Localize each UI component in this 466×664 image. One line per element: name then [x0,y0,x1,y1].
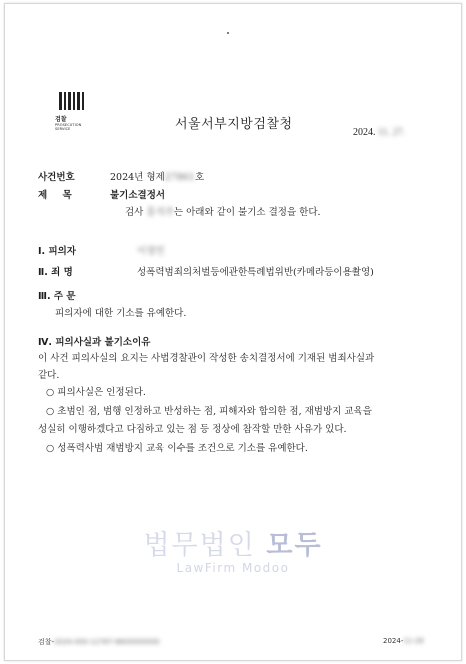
case-number-redacted: 27861 [164,172,195,183]
charge-label: Ⅱ. 죄 명 [38,267,73,278]
logo-bars-icon [59,92,91,110]
document-date: 2024. 11. 27. [353,127,406,138]
scan-dot [227,32,229,34]
title-label: 제 목 [38,190,78,201]
reason-bullet-3: ○ 성폭력사범 재범방지 교육 이수를 조건으로 기소를 유예한다. [46,443,308,454]
watermark-english: LawFirm Modoo [176,561,290,575]
reason-bullet-2: ○ 초범인 점, 범행 인정하고 반성하는 점, 피해자와 합의한 점, 재범방지 교육을 [46,406,372,417]
watermark-korean: 법무법인 모두 [143,530,323,561]
prosecutor-name-redacted: 홍석주 [146,207,174,218]
case-number-value: 2024년 형제27861호 [110,172,205,183]
intro-sentence: 검사 홍석주는 아래와 같이 불기소 결정을 한다. [125,207,321,218]
reasons-paragraph: 이 사건 피의사실의 요지는 사법경찰관이 작성한 송치결정서에 기재된 범죄사실과 같다. [38,353,375,381]
charge-value: 성폭력범죄의처벌등에관한특례법위반(카메라등이용촬영) [137,267,374,278]
suspect-label: Ⅰ. 피의자 [38,246,76,257]
disposition-value: 피의자에 대한 기소를 유예한다. [55,308,187,319]
reason-bullet-1: ○ 피의사실은 인정된다. [46,387,146,398]
case-number-label: 사건번호 [38,172,75,183]
footer-date: 2024-11-28 [383,637,424,645]
logo-korean-text: 검찰 [55,116,67,123]
reason-bullet-2-continued: 성실히 이행하겠다고 다짐하고 있는 점 등 정상에 참작할 만한 사유가 있다. [38,424,347,435]
office-name: 서울서부지방검찰청 [175,117,293,132]
prosecution-logo [55,92,91,131]
suspect-name-redacted: 이정민 [137,246,165,257]
footer-document-id: 검찰-2024-000-12787-8800000000 [38,638,160,646]
title-value: 불기소결정서 [110,190,166,201]
logo-english-text: PROSECUTION SERVICE [55,123,82,131]
disposition-label: Ⅲ. 주 문 [38,291,76,302]
reasons-label: Ⅳ. 피의사실과 불기소이유 [38,337,151,348]
